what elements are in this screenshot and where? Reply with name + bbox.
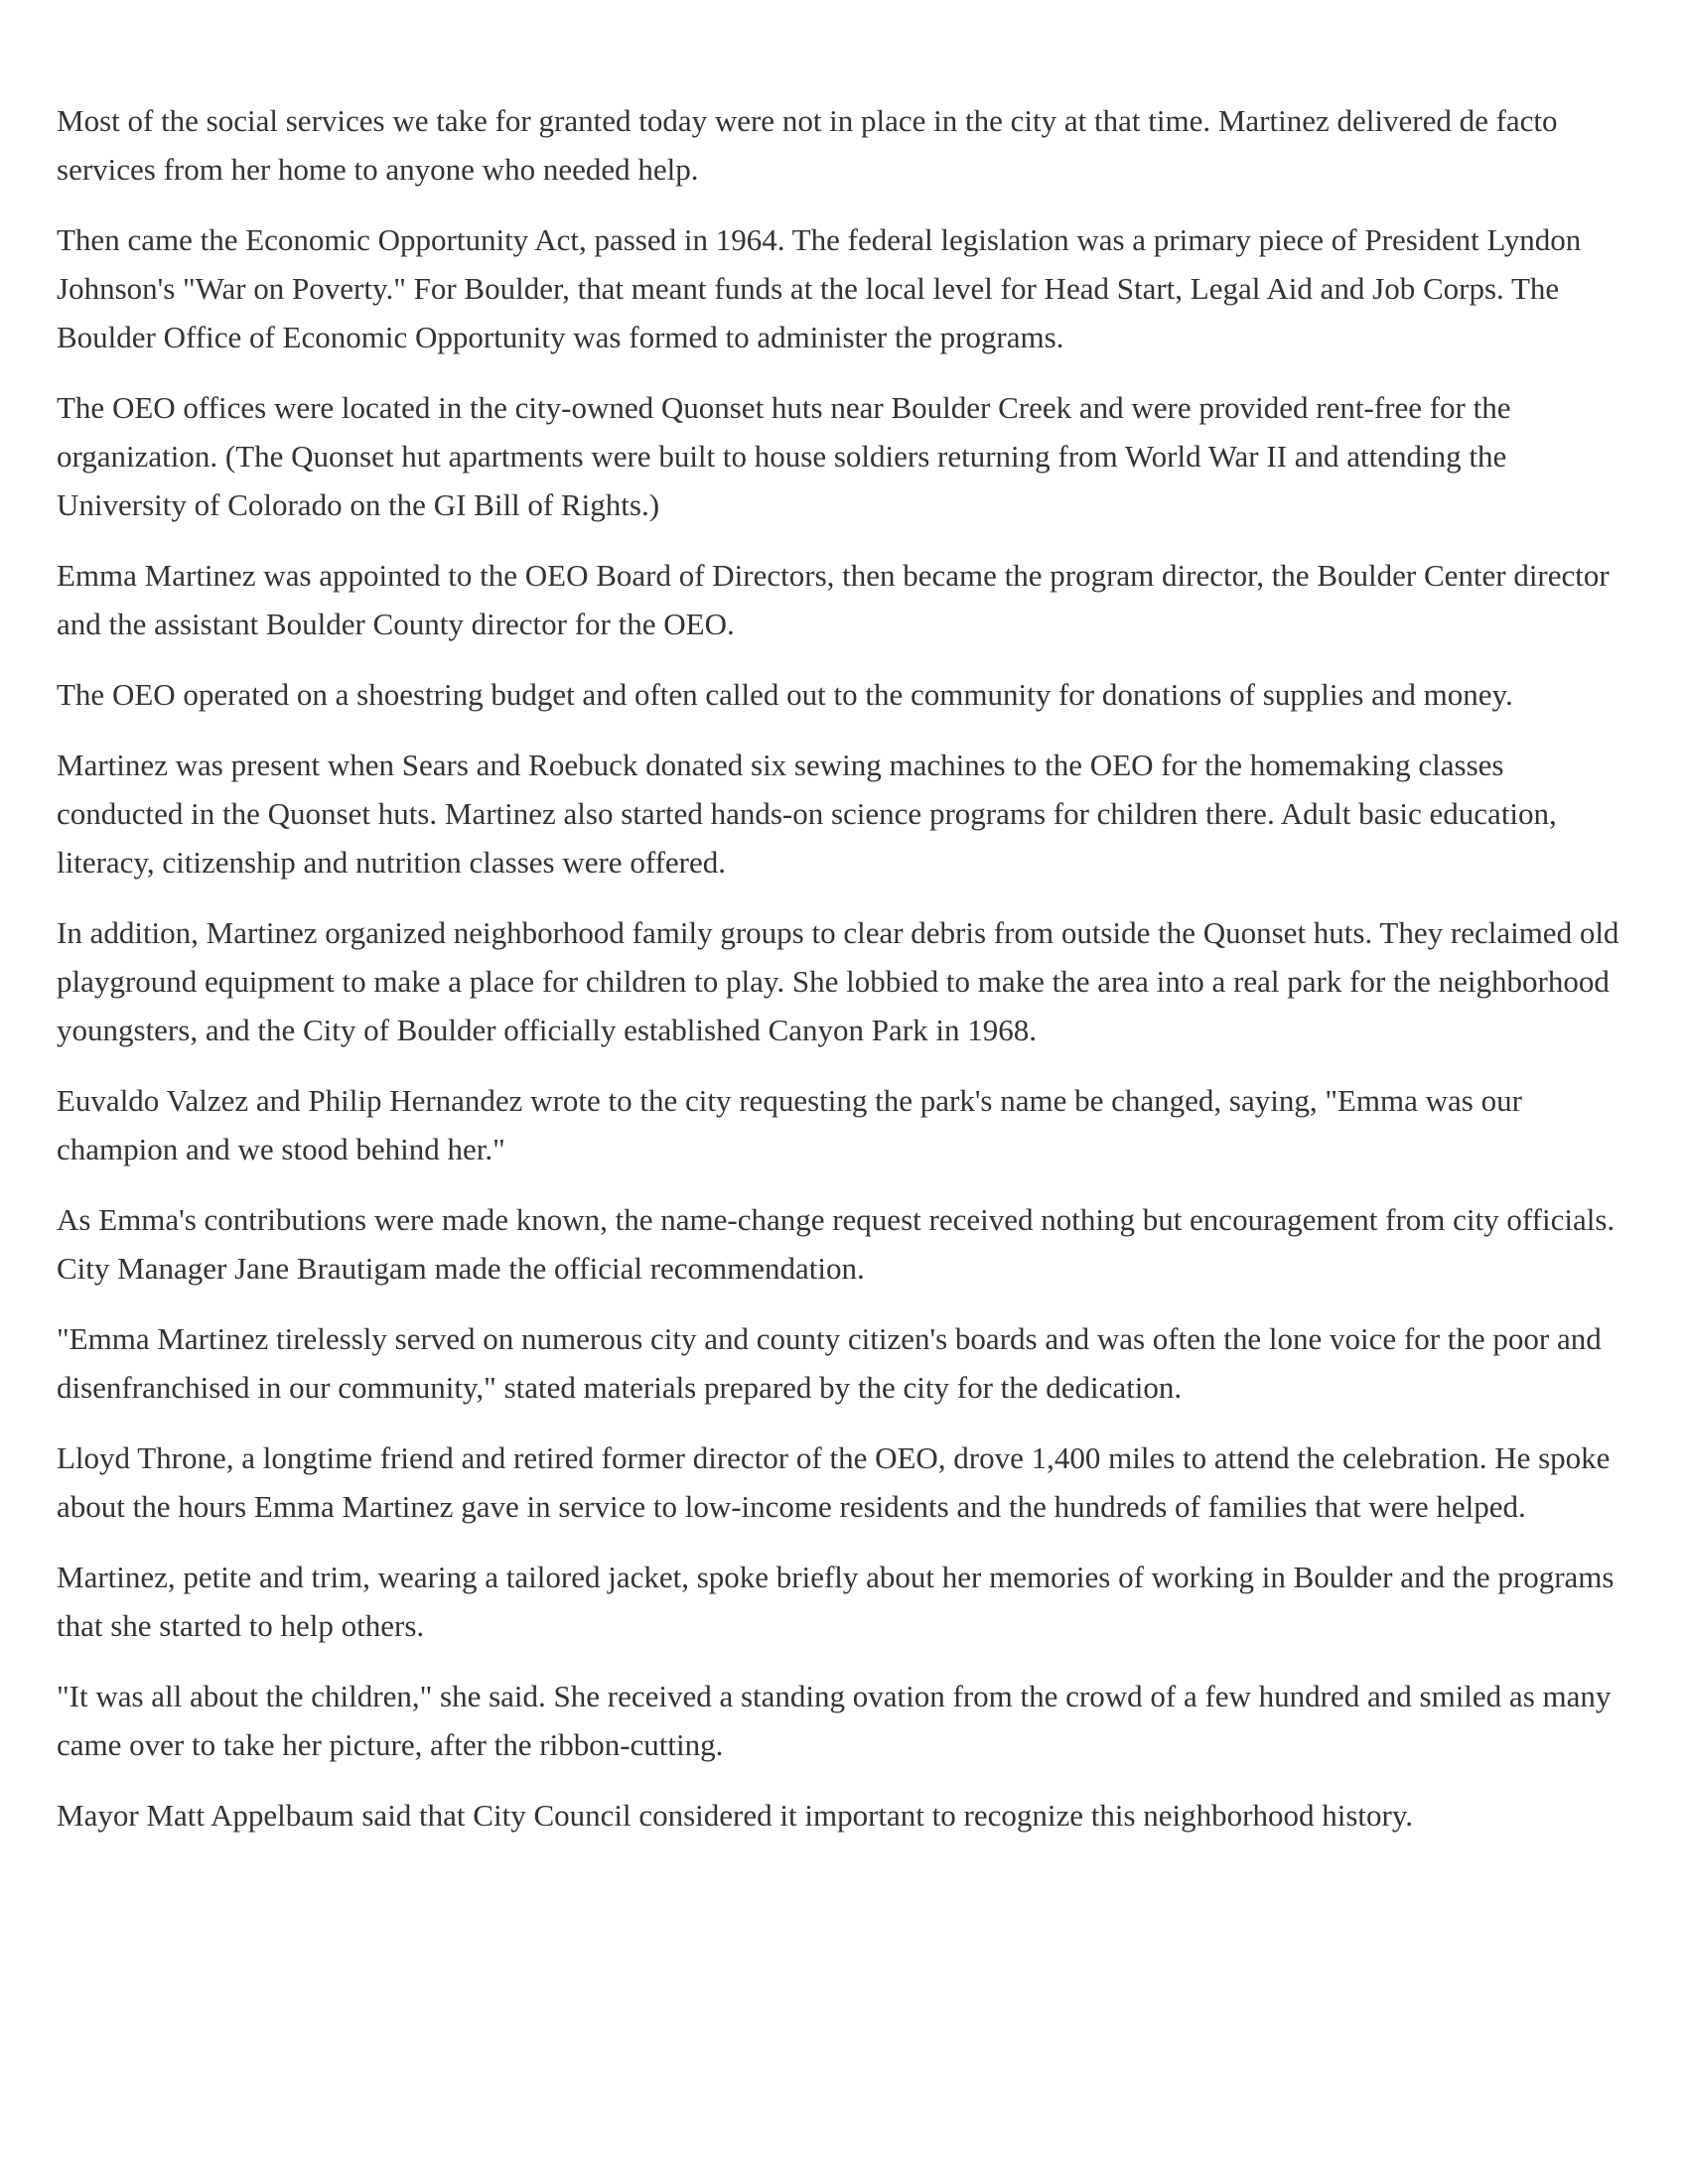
article-paragraph: Then came the Economic Opportunity Act, passed in 1964. The federal legislation was a primary piece of President Lyndon Johnson's "War on Poverty." For Boulder, that meant funds at the local level for Head Start, Legal Aid and Job Corps. The Boulder Office of Economic Opportunity was formed to administer the programs. xyxy=(57,222,1582,354)
article-paragraph: The OEO offices were located in the city-owned Quonset huts near Boulder Creek and were provided rent-free for the organization. (The Quonset hut apartments were built to house soldiers returning from World War II and attending the University of Colorado on the GI Bill of Rights.) xyxy=(57,390,1511,522)
article-paragraph: Lloyd Throne, a longtime friend and retired former director of the OEO, drove 1,400 miles to attend the celebration. He spoke about the hours Emma Martinez gave in service to low-income residents and the hundreds of families that were helped. xyxy=(57,1440,1611,1524)
article-paragraph: In addition, Martinez organized neighborhood family groups to clear debris from outside the Quonset huts. They reclaimed old playground equipment to make a place for children to play. She lobbied to make the area into a real park for the neighborhood youngsters, and the City of Boulder officially established Canyon Park in 1968. xyxy=(57,915,1619,1047)
article-paragraph: Martinez, petite and trim, wearing a tailored jacket, spoke briefly about her memories of working in Boulder and the programs that she started to help others. xyxy=(57,1560,1615,1643)
article-paragraph: The OEO operated on a shoestring budget and often called out to the community for donations of supplies and money. xyxy=(57,677,1513,712)
article-paragraph: "It was all about the children," she said. She received a standing ovation from the crowd of a few hundred and smiled as many came over to take her picture, after the ribbon-cutting. xyxy=(57,1679,1612,1762)
article-paragraph: "Emma Martinez tirelessly served on numerous city and county citizen's boards and was often the lone voice for the poor and disenfranchised in our community," stated materials prepared by the city for the dedication. xyxy=(57,1321,1602,1405)
article-paragraph: Emma Martinez was appointed to the OEO Board of Directors, then became the program director, the Boulder Center director and the assistant Boulder County director for the OEO. xyxy=(57,558,1610,641)
article-paragraph: As Emma's contributions were made known, the name-change request received nothing but encouragement from city officials. City Manager Jane Brautigam made the official recommendation. xyxy=(57,1202,1616,1286)
article-paragraph: Euvaldo Valzez and Philip Hernandez wrote to the city requesting the park's name be changed, saying, "Emma was our champion and we stood behind her." xyxy=(57,1083,1522,1166)
article-paragraph: Most of the social services we take for granted today were not in place in the city at that time. Martinez delivered de facto services from her home to anyone who needed help. xyxy=(57,103,1558,187)
article-paragraph: Martinez was present when Sears and Roebuck donated six sewing machines to the OEO for the homemaking classes conducted in the Quonset huts. Martinez also started hands-on science programs for children there. Adult basic education, literacy, citizenship and nutrition classes were offered. xyxy=(57,748,1557,880)
article-paragraph: Mayor Matt Appelbaum said that City Council considered it important to recognize this neighborhood history. xyxy=(57,1798,1414,1833)
